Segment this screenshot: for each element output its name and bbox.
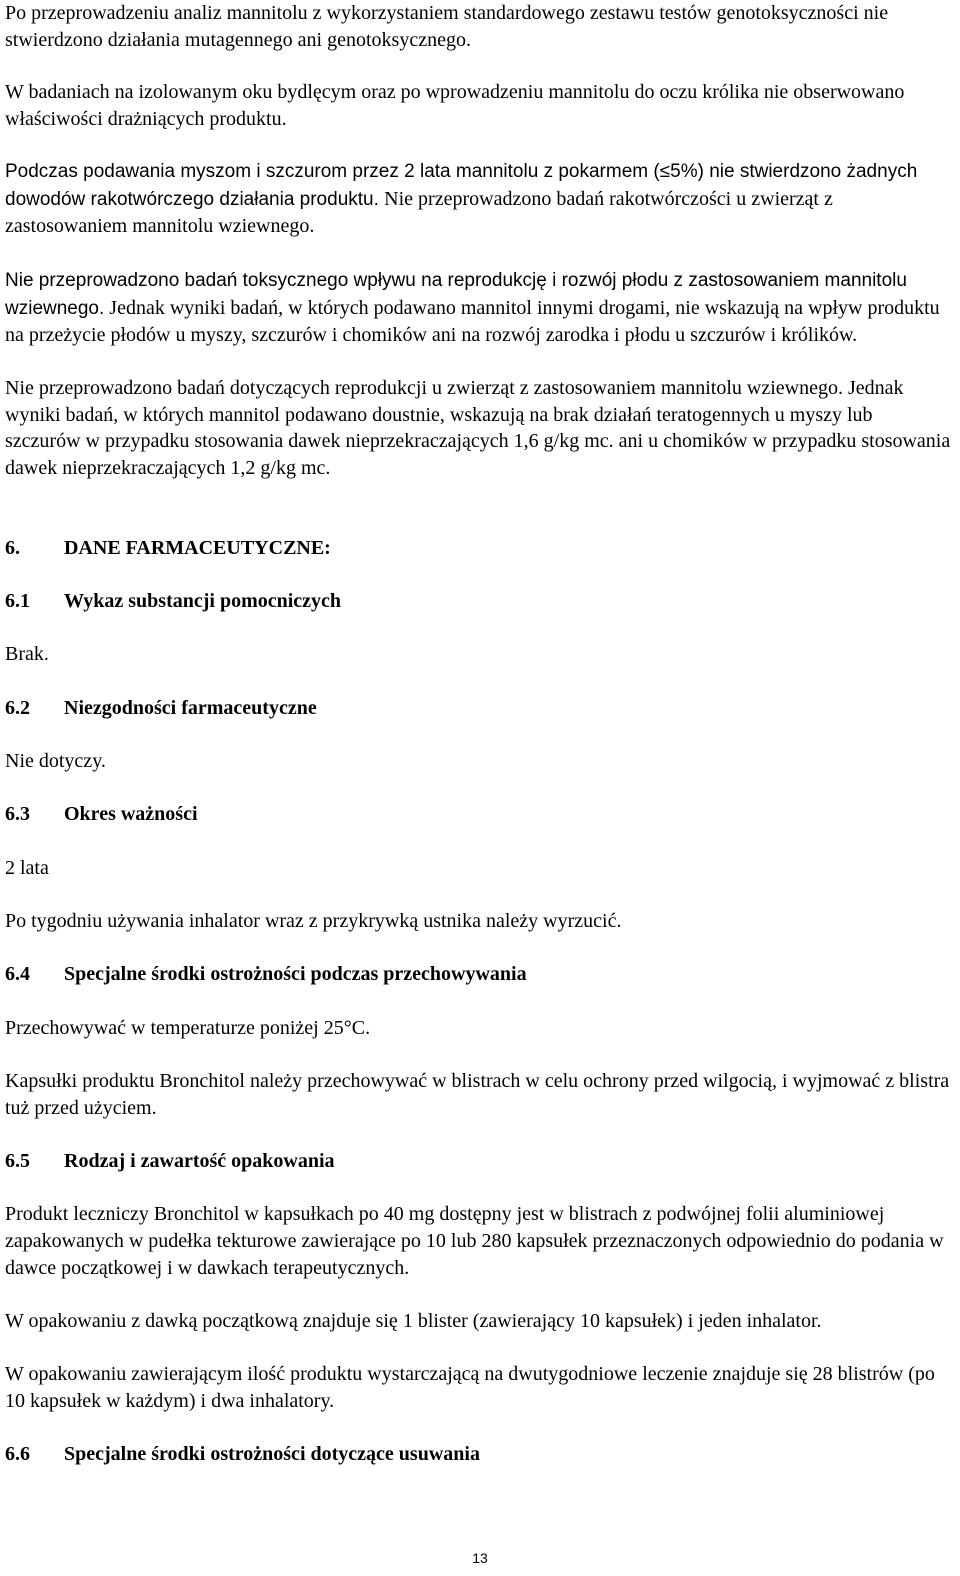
section-title: DANE FARMACEUTYCZNE:	[64, 536, 331, 559]
section-title: Rodzaj i zawartość opakowania	[64, 1149, 335, 1172]
section-title: Specjalne środki ostrożności podczas przechowywania	[64, 963, 527, 986]
section-6-5-body-1: Produkt leczniczy Bronchitol w kapsułkach po 40 mg dostępny jest w blistrach z podwójnej folii aluminiowej zapakowanych w pudełka tekturowe zawierające po 10 lub 280 kapsułek przeznaczonych odpowiednio do podania w dawce początkowej i w dawkach terapeutycznych.	[5, 1203, 944, 1279]
section-title: Wykaz substancji pomocniczych	[64, 590, 342, 613]
section-heading-6-5	[5, 1148, 953, 1175]
section-heading-6-4	[5, 961, 953, 988]
paragraph-reproductive-toxicity	[5, 267, 953, 349]
section-title: Niezgodności farmaceutyczne	[64, 696, 317, 719]
section-title: Specjalne środki ostrożności dotyczące usuwania	[64, 1443, 480, 1466]
section-6-3-body-2: Po tygodniu używania inhalator wraz z przykrywką ustnika należy wyrzucić.	[5, 909, 622, 932]
carcinogenicity-inhaled-text: Nie przeprowadzono badań rakotwórczości u zwierząt z zastosowaniem mannitolu wziewnego.	[5, 187, 833, 238]
paragraph-carcinogenicity	[5, 159, 953, 241]
section-number: 6.1	[5, 590, 30, 613]
section-6-2-body: Nie dotyczy.	[5, 750, 106, 773]
section-6-3-body-1: 2 lata	[5, 856, 49, 879]
paragraph-irritation: W badaniach na izolowanym oku bydlęcym oraz po wprowadzeniu mannitolu do oczu królika nie obserwowano właściwości drażniących produktu.	[5, 81, 905, 131]
carcinogenicity-text: Podczas podawania myszom i szczurom przez 2 lata mannitolu z pokarmem (≤5%) nie stwierdzono żadnych dowodów rakotwórczego działania produktu.	[5, 160, 918, 210]
section-number: 6.3	[5, 803, 30, 826]
section-number: 6.5	[5, 1149, 30, 1172]
section-6-4-body-1: Przechowywać w temperaturze poniżej 25°C.	[5, 1016, 371, 1039]
section-number: 6.4	[5, 963, 30, 986]
section-number: 6.	[5, 536, 20, 559]
paragraph-reproduction-studies: Nie przeprowadzono badań dotyczących reprodukcji u zwierząt z zastosowaniem mannitolu wziewnego. Jednak wyniki badań, w których mannitol podawano doustnie, wskazują na brak działań teratogennych u myszy lub szczurów w przypadku stosowania dawek nieprzekraczających 1,6 g/kg mc. ani u chomików w przypadku stosowania dawek nieprzekraczających 1,2 g/kg mc.	[5, 377, 951, 480]
paragraph-genotoxicity: Po przeprowadzeniu analiz mannitolu z wykorzystaniem standardowego zestawu testów genotoksyczności nie stwierdzono działania mutagennego ani genotoksycznego.	[5, 2, 889, 51]
document-page	[5, 0, 953, 1468]
section-heading-6-1	[5, 588, 953, 615]
section-number: 6.6	[5, 1443, 30, 1466]
page-number: 13	[472, 1550, 488, 1566]
section-6-5-body-3: W opakowaniu zawierającym ilość produktu wystarczającą na dwutygodniowe leczenie znajduje się 28 blistrów (po 10 kapsułek w każdym) i dwa inhalatory.	[5, 1363, 935, 1412]
section-title: Okres ważności	[64, 803, 198, 826]
section-heading-6-2	[5, 695, 953, 722]
repro-text-b: Jednak wyniki badań, w których podawano mannitol innymi drogami, nie wskazują na wpływ produktu na przeżycie płodów u myszy, szczurów i chomików ani na rozwój zarodka i płodu u szczurów i królików.	[5, 296, 940, 347]
section-number: 6.2	[5, 696, 30, 719]
section-heading-6	[5, 535, 953, 562]
section-6-4-body-2: Kapsułki produktu Bronchitol należy przechowywać w blistrach w celu ochrony przed wilgocią, i wyjmować z blistra tuż przed użyciem.	[5, 1069, 950, 1119]
repro-text-a: Nie przeprowadzono badań toksycznego wpływu na reprodukcję i rozwój płodu z zastosowaniem mannitolu wziewnego.	[5, 269, 907, 319]
section-heading-6-3	[5, 801, 953, 828]
section-6-5-body-2: W opakowaniu z dawką początkową znajduje się 1 blister (zawierający 10 kapsułek) i jeden inhalator.	[5, 1309, 822, 1332]
section-heading-6-6	[5, 1441, 953, 1468]
section-6-1-body: Brak.	[5, 643, 49, 666]
